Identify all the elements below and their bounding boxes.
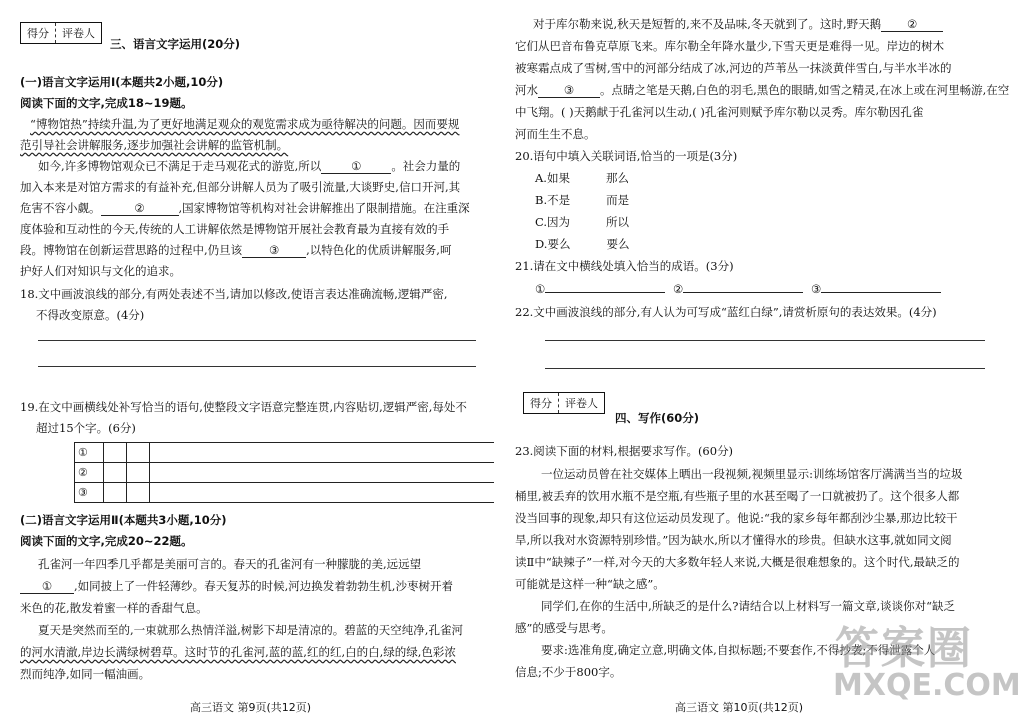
grid-cell[interactable]: [104, 463, 127, 483]
essay-material-line: 桶里,被丢弃的饮用水瓶不是空瓶,有些瓶子里的水甚至喝了一口就被扔了。这个很多人都: [515, 489, 960, 503]
passage1-line: 度体验和互动性的今天,传统的人工讲解依然是博物馆开展社会教育最为直接有效的手: [20, 222, 450, 236]
passage-line: 河水 ③ 。点睛之笔是天鹅,白色的羽毛,黑色的眼睛,如雪之精灵,在冰上或在河里畅游,在空: [515, 83, 1010, 97]
passage1-line: “博物馆热”持续升温,为了更好地满足观众的观览需求成为亟待解决的问题。因而要规: [30, 117, 460, 131]
q20-option-b[interactable]: B.不是 而是: [535, 193, 630, 207]
subsection2-instruction: 阅读下面的文字,完成20~22题。: [20, 534, 193, 548]
essay-material-line: 一位运动员曾在社交媒体上晒出一段视频,视频里显示:训练场馆客厅满满当当的垃圾: [541, 467, 963, 481]
page-footer: 高三语文 第9页(共12页): [190, 701, 312, 714]
section-title: 三、语言文字运用(20分): [110, 37, 241, 51]
q21-answer-1[interactable]: ①: [535, 282, 665, 296]
grid-cell[interactable]: [127, 483, 150, 503]
passage1-line: 加入本来是对馆方需求的有益补充,但部分讲解人员为了吸引流量,大谈野史,信口开河,其: [20, 180, 461, 194]
passage1-line: 范引导社会讲解服务,逐步加强社会讲解的监管机制。: [20, 138, 289, 152]
answer-line[interactable]: [545, 368, 985, 369]
grid-cell[interactable]: [104, 443, 127, 463]
section4-title: 四、写作(60分): [615, 411, 700, 425]
grid-row: [75, 443, 495, 463]
grid-cell[interactable]: [127, 463, 150, 483]
right-page: [505, 0, 1021, 725]
passage1-line: 段。博物馆在创新运营思路的过程中,仍旦该 ③ ,以特色化的优质讲解服务,呵: [20, 243, 452, 257]
passage2-line: 孔雀河一年四季几乎都是美丽可言的。春天的孔雀河有一种朦胧的美,远远望: [38, 557, 422, 571]
passage2-line: 夏天是突然而至的,一束就那么热情洋溢,树影下却是清凉的。碧蓝的天空纯净,孔雀河: [38, 623, 463, 637]
passage2-line: ① ,如同披上了一件轻薄纱。春天复苏的时候,河边换发着勃勃生机,沙枣树开着: [20, 578, 453, 594]
passage2-line: 烈而纯净,如同一幅油画。: [20, 667, 151, 681]
score-box: [20, 22, 102, 44]
essay-prompt-line: 感”的感受与思考。: [515, 621, 613, 635]
blank-3[interactable]: ③: [242, 243, 306, 258]
watermark-url: MXQE.COM: [833, 668, 1021, 703]
grid-label: ①: [75, 443, 104, 463]
score-label: 得分: [27, 27, 49, 40]
q21-answer-2[interactable]: ②: [673, 282, 803, 296]
grid-row: [75, 463, 495, 483]
q19-stem-cont: 超过15个字。(6分): [36, 421, 136, 435]
passage-line: 河而生生不息。: [515, 127, 596, 141]
q18-stem-cont: 不得改变原意。(4分): [36, 308, 145, 322]
grid-cell[interactable]: [150, 443, 495, 463]
essay-prompt-line: 同学们,在你的生活中,所缺乏的是什么?请结合以上材料写一篇文章,谈谈你对“缺乏: [541, 599, 956, 613]
passage2-line: 米色的花,散发着蜜一样的香甜气息。: [20, 601, 208, 615]
passage2-line: 的河水清澈,岸边长满绿树碧草。这时节的孔雀河,蓝的蓝,红的红,白的白,绿的绿,色彩浓: [20, 645, 456, 659]
grid-label: ③: [75, 483, 104, 503]
grid-cell[interactable]: [104, 483, 127, 503]
blank-2[interactable]: ②: [881, 17, 943, 32]
blank-2[interactable]: ②: [101, 201, 179, 216]
q21-answer-3[interactable]: ③: [811, 282, 941, 296]
essay-material-line: 读Ⅱ中“缺辣子”一样,对今天的大多数年轻人来说,大概是很难想象的。这个时代,最缺乏的: [515, 555, 960, 569]
answer-line[interactable]: [38, 340, 476, 341]
essay-requirement-line: 要求:选准角度,确定立意,明确文体,自拟标题;不要套作,不得抄袭;不得泄露个人: [541, 643, 936, 657]
passage1-line: 如今,许多博物馆观众已不满足于走马观花式的游览,所以 ① 。社会力量的: [38, 159, 461, 173]
q20-option-c[interactable]: C.因为 所以: [535, 215, 630, 229]
grid-row: [75, 483, 495, 503]
essay-material-line: 没当回事的现象,却只有这位运动员发现了。他说:“我的家乡每年都刮沙尘暴,那边比较干: [515, 511, 958, 525]
watermark-logo: 答案圈: [835, 623, 973, 674]
q23-stem: 23.阅读下面的材料,根据要求写作。(60分): [515, 444, 734, 458]
subsection2-title: (二)语言文字运用Ⅱ(本题共3小题,10分): [20, 513, 227, 527]
q19-stem: 19.在文中画横线处补写恰当的语句,使整段文字语意完整连贯,内容贴切,逻辑严密,每处不: [20, 400, 467, 414]
essay-material-line: 旱,所以我对水资源特别珍惜。”因为缺水,所以才懂得水的珍贵。但缺水这事,就如同文阅: [515, 533, 952, 547]
passage1-line: 危害不容小觑。 ② ,国家博物馆等机构对社会讲解推出了限制措施。在注重深: [20, 201, 470, 215]
passage1-line: 护好人们对知识与文化的追求。: [20, 264, 181, 278]
q20-option-d[interactable]: D.要么 要么: [535, 237, 630, 251]
blank-1[interactable]: ①: [20, 579, 74, 594]
grader-label: 评卷人: [55, 23, 101, 43]
answer-line[interactable]: [38, 366, 476, 367]
left-page: [0, 0, 495, 725]
passage-line: 它们从巴音布鲁克草原飞来。库尔勒全年降水量少,下雪天更是难得一见。岸边的树木: [515, 39, 945, 53]
essay-material-line: 可能就是这样一种“缺之感”。: [515, 577, 665, 591]
grid-label: ②: [75, 463, 104, 483]
passage-line: 中飞翔。( )天鹅献于孔雀河以生动,( )孔雀河则赋予库尔勒以灵秀。库尔勒因孔雀: [515, 105, 924, 119]
blank-1[interactable]: ①: [321, 159, 391, 174]
grid-cell[interactable]: [127, 443, 150, 463]
subsection1-title: (一)语言文字运用Ⅰ(本题共2小题,10分): [20, 75, 224, 89]
score-box: [523, 392, 605, 414]
grid-cell[interactable]: [150, 463, 495, 483]
essay-requirement-line: 信息;不少于800字。: [515, 665, 622, 679]
q18-stem: 18.文中画波浪线的部分,有两处表述不当,请加以修改,使语言表达准确流畅,逻辑严密,: [20, 287, 448, 301]
score-label: 得分: [530, 397, 552, 410]
q20-stem: 20.语句中填入关联词语,恰当的一项是(3分): [515, 149, 738, 163]
answer-grid: [74, 442, 494, 503]
grid-cell[interactable]: [150, 483, 495, 503]
q21-stem: 21.请在文中横线处填入恰当的成语。(3分): [515, 259, 734, 273]
q22-stem: 22.文中画波浪线的部分,有人认为可写成“蓝红白绿”,请赏析原句的表达效果。(4分): [515, 305, 937, 319]
passage-line: 被寒霜点成了雪树,雪中的河部分结成了冰,河边的芦苇丛一抹淡黄伴雪白,与半水半冰的: [515, 61, 952, 75]
q20-option-a[interactable]: A.如果 那么: [535, 171, 629, 185]
page-footer: 高三语文 第10页(共12页): [675, 701, 804, 714]
grader-label: 评卷人: [558, 393, 604, 413]
blank-3[interactable]: ③: [538, 83, 600, 98]
subsection1-instruction: 阅读下面的文字,完成18~19题。: [20, 96, 193, 110]
passage-line: 对于库尔勒来说,秋天是短暂的,来不及品味,冬天就到了。这时,野天鹅 ②: [533, 16, 943, 32]
answer-line[interactable]: [545, 340, 985, 341]
